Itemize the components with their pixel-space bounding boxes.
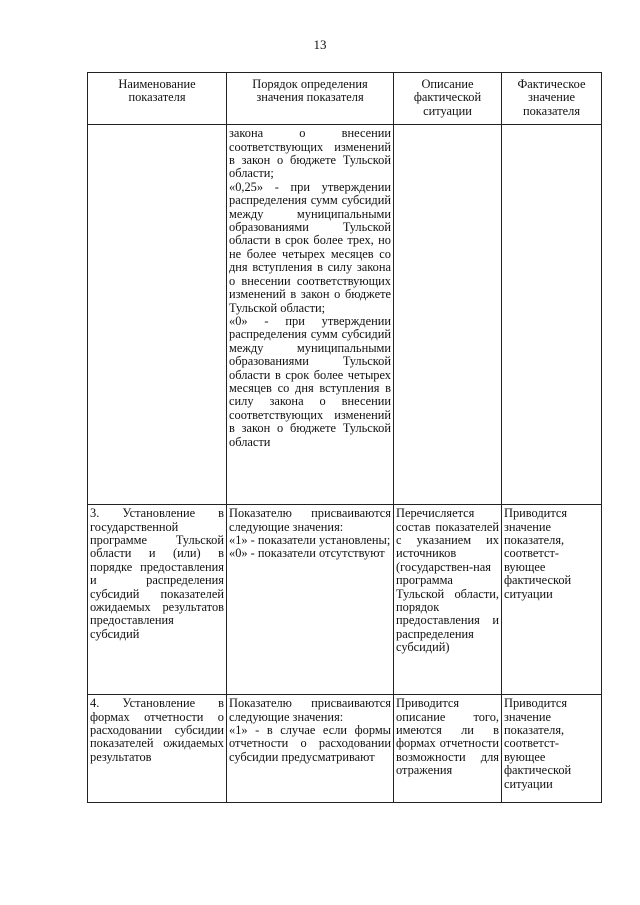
cell-indicator-name xyxy=(88,125,227,505)
header-actual-value: Фактическое значение показателя xyxy=(502,73,602,125)
cell-procedure: закона о внесении соответствующих изменений в закон о бюджете Тульской области; «0,25» - при утверждении распределения сумм субсидий между муниципальными образованиями Тульской области в срок более трех, но не более четырех месяцев со дня вступления в силу закона о внесении соответствующих изменений в закон о бюджете Тульской области; «0» - при утверждении распределения сумм субсидий между муниципальными образованиями Тульской области в срок более четырех месяцев со дня вступления в силу закона о внесении соответствующих изменений в закон о бюджете Тульской области xyxy=(227,125,394,505)
cell-indicator-name: 4. Установление в формах отчетности о расходовании субсидии показателей ожидаемых результатов xyxy=(88,695,227,803)
table-row xyxy=(88,125,602,505)
cell-situation-description: Приводится описание того, имеются ли в формах отчетности возможности для отражения xyxy=(394,695,502,803)
cell-procedure: Показателю присваиваются следующие значения: «1» - показатели установлены; «0» - показатели отсутствуют xyxy=(227,505,394,695)
cell-procedure: Показателю присваиваются следующие значения: «1» - в случае если формы отчетности о расходовании субсидии предусматривают xyxy=(227,695,394,803)
cell-situation-description: Перечисляется состав показателей с указанием их источников (государствен-ная программа Тульской области, порядок предоставления и распределения субсидий) xyxy=(394,505,502,695)
header-situation-description: Описание фактической ситуации xyxy=(394,73,502,125)
table-header-row xyxy=(88,73,602,125)
header-procedure: Порядок определения значения показателя xyxy=(227,73,394,125)
cell-indicator-name: 3. Установление в государственной программе Тульской области и (или) в порядке предоставления и распределения субсидий показателей ожидаемых результатов предоставления субсидий xyxy=(88,505,227,695)
cell-situation-description xyxy=(394,125,502,505)
cell-actual-value xyxy=(502,125,602,505)
header-indicator-name: Наименование показателя xyxy=(88,73,227,125)
cell-actual-value: Приводится значение показателя, соответст-вующее фактической ситуации xyxy=(502,505,602,695)
table-row xyxy=(88,505,602,695)
table-row xyxy=(88,695,602,803)
cell-actual-value: Приводится значение показателя, соответст-вующее фактической ситуации xyxy=(502,695,602,803)
page-number: 13 xyxy=(313,37,327,52)
indicator-table xyxy=(87,72,602,803)
